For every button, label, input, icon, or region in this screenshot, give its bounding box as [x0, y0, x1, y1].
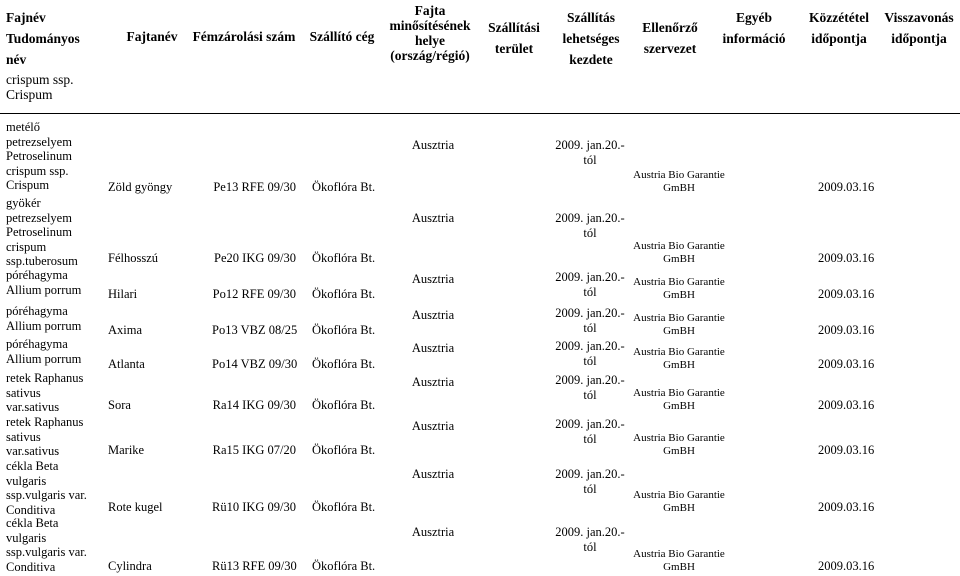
header-divider	[0, 113, 960, 114]
row-supplier: Ökoflóra Bt.	[312, 251, 376, 265]
row-control-body: Austria Bio Garantie GmBH	[633, 432, 725, 457]
col-header-supplier: Szállító cég	[309, 29, 375, 44]
col-header-other-info: Egyéb információ	[722, 10, 786, 46]
row-delivery-start: 2009. jan.20.-tól	[555, 138, 625, 167]
row-delivery-area: Ausztria	[411, 211, 455, 225]
row-delivery-area: Ausztria	[411, 525, 455, 539]
row-control-body: Austria Bio Garantie GmBH	[633, 276, 725, 301]
row-supplier: Ökoflóra Bt.	[312, 443, 376, 457]
col-header-seal-number: Fémzárolási szám	[192, 29, 296, 44]
row-control-body: Austria Bio Garantie GmBH	[633, 489, 725, 514]
row-scientific-name: cékla Beta vulgaris ssp.vulgaris var. Conditiva	[6, 459, 87, 517]
row-supplier: Ökoflóra Bt.	[312, 323, 376, 337]
row-variety: Hilari	[108, 287, 138, 301]
row-scientific-name: póréhagyma Allium porrum	[6, 337, 82, 366]
row-delivery-start: 2009. jan.20.-tól	[555, 525, 625, 554]
row-publication-date: 2009.03.16	[818, 500, 875, 514]
row-control-body: Austria Bio Garantie GmBH	[633, 240, 725, 265]
col-header-qualification-place: Fajta minősítésének helye (ország/régió)	[389, 3, 471, 63]
row-supplier: Ökoflóra Bt.	[312, 287, 376, 301]
row-scientific-name: póréhagyma Allium porrum	[6, 268, 82, 297]
row-scientific-name: gyökér petrezselyem Petroselinum crispum ssp.tuberosum	[6, 196, 78, 268]
row-delivery-area: Ausztria	[411, 419, 455, 433]
row-scientific-name: póréhagyma Allium porrum	[6, 304, 82, 333]
row-seal-number: Po14 VBZ 09/30	[212, 357, 298, 371]
col-header-delivery-start: Szállítás lehetséges kezdete	[562, 10, 620, 67]
row-seal-number: Pe13 RFE 09/30	[213, 180, 296, 194]
row-seal-number: Ra14 IKG 09/30	[212, 398, 296, 412]
col-header-variety: Fajtanév	[126, 29, 178, 44]
row-delivery-start: 2009. jan.20.-tól	[555, 211, 625, 240]
row-variety: Axima	[108, 323, 143, 337]
row-delivery-start: 2009. jan.20.-tól	[555, 467, 625, 496]
row-publication-date: 2009.03.16	[818, 443, 875, 457]
species-note: crispum ssp. Crispum	[6, 72, 74, 102]
row-delivery-start: 2009. jan.20.-tól	[555, 270, 625, 299]
row-seal-number: Rü10 IKG 09/30	[212, 500, 297, 514]
row-control-body: Austria Bio Garantie GmBH	[633, 169, 725, 194]
row-variety: Sora	[108, 398, 131, 412]
row-publication-date: 2009.03.16	[818, 287, 875, 301]
row-seal-number: Po13 VBZ 08/25	[212, 323, 298, 337]
col-header-delivery-area: Szállítási terület	[488, 20, 540, 56]
row-publication-date: 2009.03.16	[818, 323, 875, 337]
row-delivery-area: Ausztria	[411, 467, 455, 481]
row-delivery-area: Ausztria	[411, 272, 455, 286]
row-publication-date: 2009.03.16	[818, 357, 875, 371]
row-seal-number: Po12 RFE 09/30	[212, 287, 296, 301]
row-scientific-name: retek Raphanus sativus var.sativus	[6, 415, 84, 458]
row-publication-date: 2009.03.16	[818, 251, 875, 265]
row-delivery-start: 2009. jan.20.-tól	[555, 306, 625, 335]
row-variety: Marike	[108, 443, 145, 457]
row-publication-date: 2009.03.16	[818, 398, 875, 412]
row-delivery-area: Ausztria	[411, 375, 455, 389]
row-variety: Cylindra	[108, 559, 152, 573]
col-header-publication-date: Közzététel időpontja	[809, 10, 869, 46]
row-delivery-start: 2009. jan.20.-tól	[555, 373, 625, 402]
row-delivery-area: Ausztria	[411, 308, 455, 322]
row-seal-number: Pe20 IKG 09/30	[214, 251, 296, 265]
row-scientific-name: retek Raphanus sativus var.sativus	[6, 371, 84, 414]
col-header-scientific-name: Fajnév Tudományos név	[6, 10, 80, 67]
row-variety: Atlanta	[108, 357, 145, 371]
row-control-body: Austria Bio Garantie GmBH	[633, 387, 725, 412]
row-delivery-start: 2009. jan.20.-tól	[555, 339, 625, 368]
col-header-withdrawal-date: Visszavonás időpontja	[884, 10, 954, 46]
row-seal-number: Rü13 RFE 09/30	[212, 559, 297, 573]
row-publication-date: 2009.03.16	[818, 559, 875, 573]
row-delivery-area: Ausztria	[411, 341, 455, 355]
row-supplier: Ökoflóra Bt.	[312, 559, 376, 573]
row-control-body: Austria Bio Garantie GmBH	[633, 312, 725, 337]
row-supplier: Ökoflóra Bt.	[312, 500, 376, 514]
row-supplier: Ökoflóra Bt.	[312, 180, 376, 194]
row-supplier: Ökoflóra Bt.	[312, 398, 376, 412]
row-delivery-area: Ausztria	[411, 138, 455, 152]
row-seal-number: Ra15 IKG 07/20	[212, 443, 296, 457]
row-delivery-start: 2009. jan.20.-tól	[555, 417, 625, 446]
row-publication-date: 2009.03.16	[818, 180, 875, 194]
row-control-body: Austria Bio Garantie GmBH	[633, 346, 725, 371]
row-variety: Zöld gyöngy	[108, 180, 173, 194]
col-header-control-body: Ellenőrző szervezet	[642, 20, 698, 56]
row-scientific-name: metélő petrezselyem Petroselinum crispum ssp. Crispum	[6, 120, 72, 192]
row-control-body: Austria Bio Garantie GmBH	[633, 548, 725, 573]
row-supplier: Ökoflóra Bt.	[312, 357, 376, 371]
row-variety: Rote kugel	[108, 500, 163, 514]
row-variety: Félhosszú	[108, 251, 158, 265]
row-scientific-name: cékla Beta vulgaris ssp.vulgaris var. Conditiva	[6, 516, 87, 574]
